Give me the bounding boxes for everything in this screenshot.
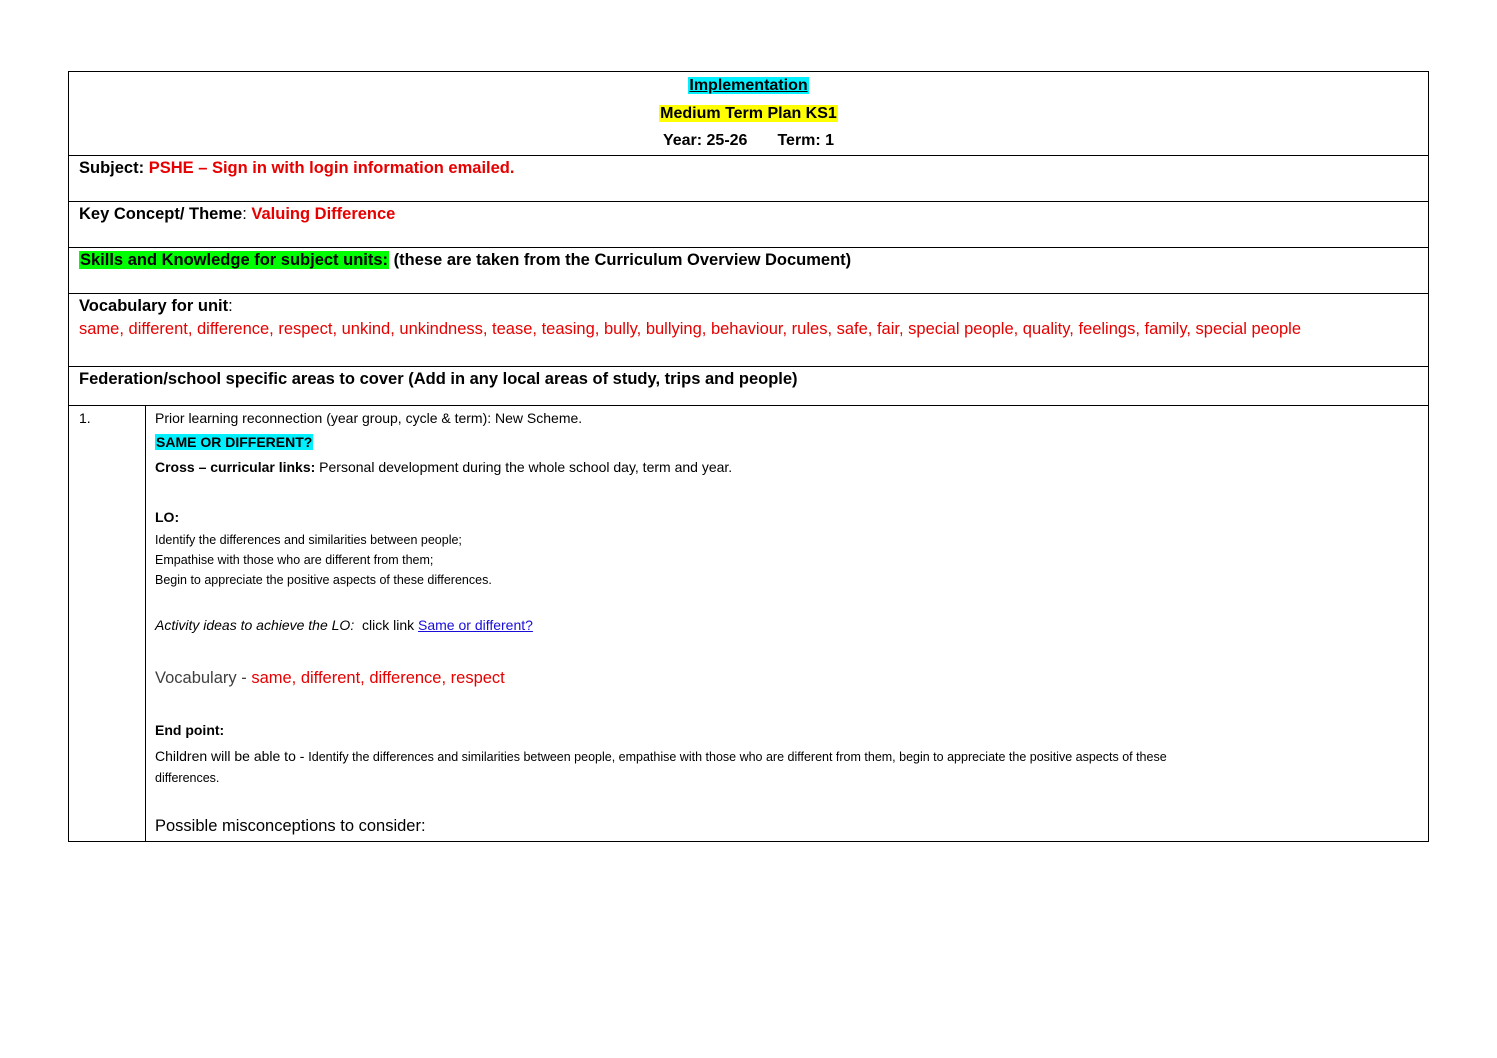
lo-label: LO: xyxy=(155,509,180,525)
medium-term-plan-table xyxy=(68,71,1429,842)
lesson-heading: SAME OR DIFFERENT? xyxy=(156,434,313,450)
lesson-row xyxy=(69,406,1428,841)
year-label: Year: 25-26 xyxy=(662,132,748,149)
subject-row xyxy=(69,156,1428,202)
lesson-content xyxy=(146,406,1428,841)
header-section xyxy=(69,72,1428,156)
term-label: Term: 1 xyxy=(777,132,835,149)
key-concept-label: Key Concept/ Theme xyxy=(79,205,243,223)
prior-learning: Prior learning reconnection (year group, cycle & term): New Scheme. xyxy=(155,410,583,426)
page-title: Implementation xyxy=(689,77,808,94)
key-concept-value: Valuing Difference xyxy=(251,205,396,223)
vocabulary-words: same, different, difference, respect, unkind, unkindness, tease, teasing, bully, bullying, behaviour, rules, safe, fair, special people, quality, feelings, family, special people xyxy=(79,320,1302,338)
lo-list xyxy=(155,530,1419,590)
same-or-different-link[interactable]: Same or different? xyxy=(418,617,533,633)
misconceptions-label: Possible misconceptions to consider: xyxy=(155,817,426,835)
key-concept-row: Key Concept/ Theme: Valuing Difference xyxy=(69,202,1428,248)
lesson-number: 1. xyxy=(69,406,146,841)
vocabulary-label: Vocabulary for unit xyxy=(79,297,229,315)
federation-label: Federation/school specific areas to cover (Add in any local areas of study, trips and people) xyxy=(79,370,798,388)
skills-note: (these are taken from the Curriculum Overview Document) xyxy=(389,251,852,269)
activity-ideas: Activity ideas to achieve the LO: click link Same or different? xyxy=(155,617,533,633)
skills-label: Skills and Knowledge for subject units: xyxy=(80,251,389,269)
lo-item: Empathise with those who are different from them; xyxy=(155,553,434,567)
lesson-vocabulary: Vocabulary - same, different, difference, respect xyxy=(155,669,505,687)
end-point-label: End point: xyxy=(155,722,225,738)
lo-item: Begin to appreciate the positive aspects of these differences. xyxy=(155,573,492,587)
federation-row xyxy=(69,367,1428,406)
subject-label: Subject: xyxy=(79,159,149,177)
end-point-text: Children will be able to - Identify the differences and similarities between people, empathise with those who are different from them, begin to appreciate the positive aspects of these differences. xyxy=(155,748,1167,785)
plan-subtitle: Medium Term Plan KS1 xyxy=(660,104,837,122)
subject-value: PSHE – Sign in with login information emailed. xyxy=(148,159,515,177)
cross-curricular-links: Cross – curricular links: Personal development during the whole school day, term and year. xyxy=(155,459,733,475)
skills-row xyxy=(69,248,1428,294)
lo-item: Identify the differences and similarities between people; xyxy=(155,533,462,547)
vocabulary-row: Vocabulary for unit: same, different, difference, respect, unkind, unkindness, tease, teasing, bully, bullying, behaviour, rules, safe, fair, special people, quality, feelings, family, special people xyxy=(69,294,1428,367)
